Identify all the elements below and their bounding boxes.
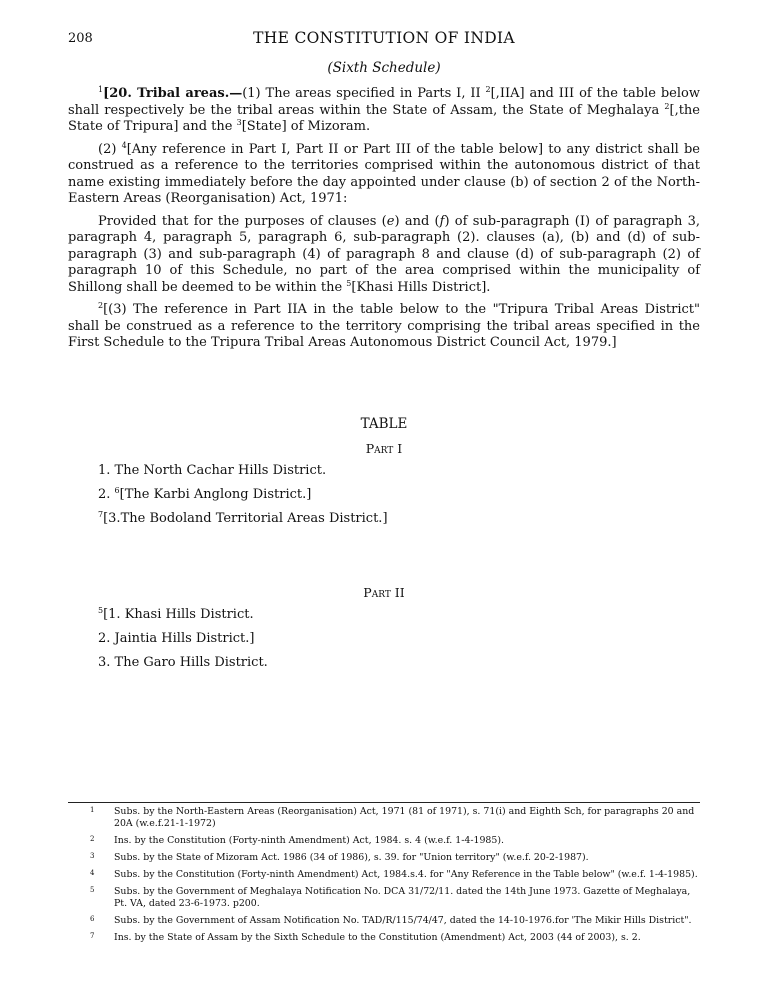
- list-item: 1. The North Cachar Hills District.: [98, 463, 327, 478]
- list-item: 2. $^6$[The Karbi Anglong District.]: [98, 486, 312, 502]
- page-title: THE CONSTITUTION OF INDIA: [253, 29, 515, 47]
- body-text: [68, 86, 700, 358]
- page-number: 208: [68, 31, 93, 46]
- paragraph-proviso: Provided that for the purposes of clauses (e) and (f) of sub-paragraph (I) of paragraph 3, paragraph 4, paragraph 5, paragraph 6, sub-paragraph (2). clauses (a), (b) and (d) of sub-paragraph (3) and sub-paragraph (4) of paragraph 8 and clause (d) of sub-paragraph (2) of paragraph 10 of this Schedule, no part of the area comprised within the municipality of Shillong shall be deemed to be within the $^5$[Khasi Hills District].: [68, 213, 701, 295]
- paragraph-20-1: $^1$[20. Tribal areas.—(1) The areas specified in Parts I, II $^2$[,IIA] and III of the table below shall respectively be the tribal areas within the State of Assam, the State of Meghalaya $^2$[,the State of Tripura] and the $^3$[State] of Mizoram.: [68, 85, 700, 134]
- footnote: 4 Subs. by the Constitution (Forty-ninth Amendment) Act, 1984.s.4. for "Any Reference in the Table below" (w.e.f. 1-4-1985).: [90, 869, 698, 880]
- footnote: 5 Subs. by the Government of Meghalaya Notification No. DCA 31/72/11. dated the 14th June 1973. Gazette of Meghalaya, Pt. VA, dated 23-6-1973. p200.: [90, 886, 691, 909]
- footnote: 1 Subs. by the North-Eastern Areas (Reorganisation) Act, 1971 (81 of 1971), s. 71(i) and Eighth Sch, for paragraphs 20 and 20A (w.e.f.21-1-1972): [90, 806, 695, 829]
- footnote: 3 Subs. by the State of Mizoram Act. 1986 (34 of 1986), s. 39. for "Union territory" (w.e.f. 20-2-1987).: [90, 852, 589, 863]
- paragraph-20-3: $^2$[(3) The reference in Part IIA in the table below to the "Tripura Tribal Areas District" shall be construed as a reference to the territory comprising the tribal areas specified in the First Schedule to the Tripura Tribal Areas Autonomous District Council Act, 1979.]: [68, 301, 700, 350]
- list-item: $^5$[1. Khasi Hills District.: [98, 606, 254, 622]
- list-item: $^7$[3.The Bodoland Territorial Areas District.]: [98, 510, 388, 526]
- footnote-divider: [68, 802, 700, 803]
- part-1-heading: Part I: [365, 441, 403, 456]
- footnote: 7 Ins. by the State of Assam by the Sixth Schedule to the Constitution (Amendment) Act, 2003 (44 of 2003), s. 2.: [90, 932, 641, 943]
- page-subtitle: (Sixth Schedule): [327, 60, 441, 76]
- part-1-list: [98, 459, 388, 531]
- footnote: 2 Ins. by the Constitution (Forty-ninth Amendment) Act, 1984. s. 4 (w.e.f. 1-4-1985).: [90, 835, 504, 846]
- list-item: 2. Jaintia Hills District.]: [98, 631, 255, 646]
- table-heading: TABLE: [360, 416, 408, 432]
- part-2-heading: Part II: [363, 585, 405, 600]
- footnote: 6 Subs. by the Government of Assam Notification No. TAD/R/115/74/47, dated the 14-10-1976.for 'The Mikir Hills District".: [90, 915, 692, 926]
- part-2-list: [98, 603, 268, 675]
- footnotes: [90, 806, 702, 949]
- list-item: 3. The Garo Hills District.: [98, 655, 268, 670]
- paragraph-20-2: (2) $^4$[Any reference in Part I, Part II or Part III of the table below] to any district shall be construed as a reference to the territories comprised within the autonomous district of that name existing immediately before the day appointed under clause (b) of section 2 of the North-Eastern Areas (Reorganisation) Act, 1971:: [68, 140, 701, 206]
